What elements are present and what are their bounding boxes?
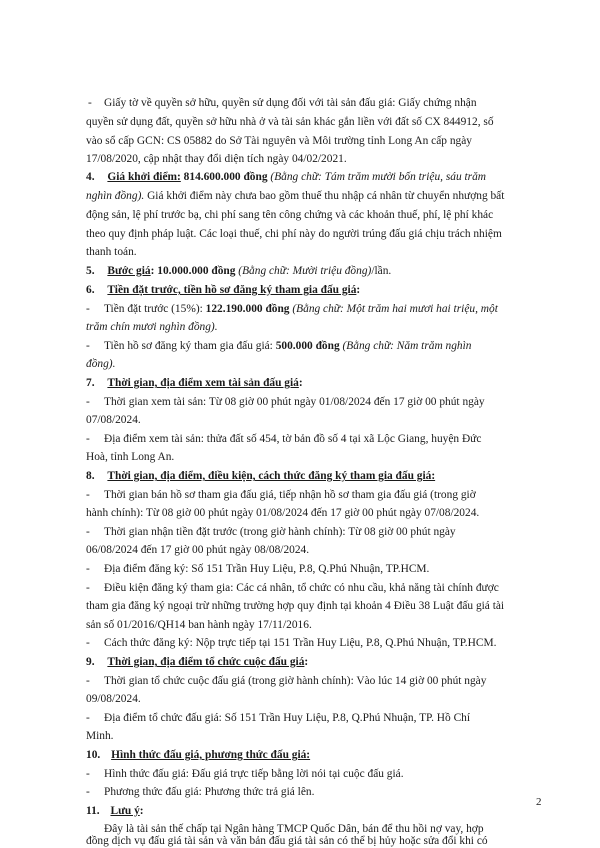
s7-colon: : — [298, 377, 303, 389]
s9-bullet-2-cont: Minh. — [86, 730, 114, 742]
s8-heading-line — [86, 469, 435, 483]
s4-line-2 — [86, 189, 504, 203]
s6-deposit-words: (Bằng chữ: Một trăm hai mươi hai triệu, một — [292, 303, 498, 315]
s8-dash-3: - — [86, 563, 90, 575]
s4-line-5: thanh toán. — [86, 246, 137, 258]
s7-dash-2: - — [86, 433, 90, 445]
s8-bullet-2-cont: 06/08/2024 đến 17 giờ 00 phút ngày 08/08/2024. — [86, 544, 310, 556]
s10-heading-line — [86, 748, 310, 762]
s6-deposit-words-2: trăm chín mươi nghìn đồng). — [86, 321, 218, 333]
s5-colon: : — [150, 265, 155, 277]
s4-words: (Bằng chữ: Tám trăm mười bốn triệu, sáu trăm — [270, 171, 487, 183]
s11-line-2: đồng dịch vụ đấu giá tài sản và văn bản đấu giá tài sản có thể bị hủy hoặc sửa đổi khi có — [86, 835, 488, 847]
s6-dash-2: - — [86, 340, 90, 352]
s8-dash-4: - — [86, 582, 90, 594]
s10-dash-2: - — [86, 786, 90, 798]
s11-colon: : — [139, 805, 144, 817]
s5-line — [86, 264, 391, 278]
s7-heading-line — [86, 376, 303, 390]
s6-bullet-2 — [104, 339, 471, 353]
s10-bullet-2: Phương thức đấu giá: Phương thức trả giá lên. — [104, 786, 315, 798]
s5-tail: /lần. — [371, 265, 392, 277]
s7-heading: Thời gian, địa điểm xem tài sản đấu giá — [107, 377, 299, 389]
s4-number: 4. — [86, 171, 95, 183]
s9-colon: : — [304, 656, 309, 668]
s8-dash-1: - — [86, 489, 90, 501]
s9-dash-1: - — [86, 675, 90, 687]
s3-line-1: Giấy tờ về quyền sở hữu, quyền sử dụng đối với tài sản đấu giá: Giấy chứng nhận — [104, 97, 477, 109]
s3-line-4: 17/08/2020, cập nhật thay đổi diện tích ngày 04/02/2021. — [86, 153, 347, 165]
s3-line-2: quyền sử dụng đất, quyền sở hữu nhà ở và tài sản khác gắn liền với đất số CX 844912, số — [86, 116, 494, 128]
s10-bullet-1: Hình thức đấu giá: Đấu giá trực tiếp bằng lời nói tại cuộc đấu giá. — [104, 768, 404, 780]
s6-deposit-value: 122.190.000 đồng — [205, 303, 290, 315]
s6-colon: : — [356, 284, 361, 296]
s10-number: 10. — [86, 749, 101, 761]
s4-value: 814.600.000 đồng — [183, 171, 268, 183]
s6-bullet-1 — [104, 302, 498, 316]
s9-bullet-1-cont: 09/08/2024. — [86, 693, 141, 705]
s9-number: 9. — [86, 656, 95, 668]
s7-bullet-1-cont: 07/08/2024. — [86, 414, 141, 426]
s10-dash-1: - — [86, 768, 90, 780]
s6-number: 6. — [86, 284, 95, 296]
s7-bullet-1: Thời gian xem tài sản: Từ 08 giờ 00 phút ngày 01/08/2024 đến 17 giờ 00 phút ngày — [104, 396, 485, 408]
s6-fee-label: Tiền hồ sơ đăng ký tham gia đấu giá: — [104, 340, 273, 352]
s9-heading: Thời gian, địa điểm tổ chức cuộc đấu giá — [107, 656, 305, 668]
s4-text-2: Giá khởi điểm này chưa bao gồm thuế thu nhập cá nhân từ chuyển nhượng bất — [147, 190, 505, 202]
s8-bullet-4-cont-2: sản số 01/2016/QH14 ban hành ngày 17/11/2016. — [86, 619, 312, 631]
s4-words-2: nghìn đồng). — [86, 190, 145, 202]
s8-bullet-1: Thời gian bán hồ sơ tham gia đấu giá, tiếp nhận hồ sơ tham gia đấu giá (trong giờ — [104, 489, 476, 501]
s8-bullet-4: Điều kiện đăng ký tham gia: Các cá nhân, tổ chức có nhu cầu, khả năng tài chính được — [104, 582, 499, 594]
s8-bullet-1-cont: hành chính): Từ 08 giờ 00 phút ngày 01/08/2024 đến 17 giờ 00 phút ngày 07/08/2024. — [86, 507, 480, 519]
s3-line-3: vào sổ cấp GCN: CS 05882 do Sở Tài nguyên và Môi trường tỉnh Long An cấp ngày — [86, 135, 472, 147]
s8-bullet-2: Thời gian nhận tiền đặt trước (trong giờ hành chính): Từ 08 giờ 00 phút ngày — [104, 526, 456, 538]
s11-line-1: Đây là tài sản thế chấp tại Ngân hàng TMCP Quốc Dân, bán để thu hồi nợ vay, hợp — [104, 823, 484, 835]
s11-heading-line — [86, 804, 144, 818]
s8-bullet-4-cont: tham gia đăng ký ngoại trừ những trường hợp quy định tại khoản 4 Điều 38 Luật đấu giá tài — [86, 600, 505, 612]
s6-fee-words: (Bằng chữ: Năm trăm nghìn — [342, 340, 472, 352]
s6-heading-line — [86, 283, 360, 297]
s7-number: 7. — [86, 377, 95, 389]
s9-dash-2: - — [86, 712, 90, 724]
s7-dash-1: - — [86, 396, 90, 408]
s7-bullet-2-cont: Hoà, tỉnh Long An. — [86, 451, 175, 463]
s10-heading: Hình thức đấu giá, phương thức đấu giá: — [111, 749, 311, 761]
s5-number: 5. — [86, 265, 95, 277]
s6-heading: Tiền đặt trước, tiền hồ sơ đăng ký tham gia đấu giá — [107, 284, 357, 296]
page-number: 2 — [536, 796, 542, 808]
s9-bullet-1: Thời gian tổ chức cuộc đấu giá (trong giờ hành chính): Vào lúc 14 giờ 00 phút ngày — [104, 675, 487, 687]
s8-bullet-3: Địa điểm đăng ký: Số 151 Trần Huy Liệu, P.8, Q.Phú Nhuận, TP.HCM. — [104, 563, 430, 575]
s4-line-3: động sản, lệ phí trước bạ, chi phí sang tên công chứng và các khoản thuế, phí, lệ phí khác — [86, 209, 494, 221]
s3-dash: - — [88, 97, 92, 109]
s5-heading: Bước giá — [107, 265, 151, 277]
s6-deposit-label: Tiền đặt trước (15%): — [104, 303, 203, 315]
s6-dash-1: - — [86, 303, 90, 315]
s6-fee-words-2: đồng). — [86, 358, 116, 370]
s8-dash-2: - — [86, 526, 90, 538]
s4-line-1 — [86, 170, 486, 184]
s9-heading-line — [86, 655, 308, 669]
s8-dash-5: - — [86, 637, 90, 649]
s4-heading: Giá khởi điểm: — [107, 171, 181, 183]
s9-bullet-2: Địa điểm tổ chức đấu giá: Số 151 Trần Huy Liệu, P.8, Q.Phú Nhuận, TP. Hồ Chí — [104, 712, 471, 724]
s8-heading: Thời gian, địa điểm, điều kiện, cách thức đăng ký tham gia đấu giá: — [107, 470, 436, 482]
s11-number: 11. — [86, 805, 100, 817]
s7-bullet-2: Địa điểm xem tài sản: thửa đất số 454, tờ bản đồ số 4 tại xã Lộc Giang, huyện Đức — [104, 433, 482, 445]
s6-fee-value: 500.000 đồng — [275, 340, 340, 352]
s8-bullet-5: Cách thức đăng ký: Nộp trực tiếp tại 151 Trần Huy Liệu, P.8, Q.Phú Nhuận, TP.HCM. — [104, 637, 497, 649]
s8-number: 8. — [86, 470, 95, 482]
s5-words: (Bằng chữ: Mười triệu đồng) — [238, 265, 372, 277]
s11-heading: Lưu ý — [110, 805, 140, 817]
s5-value: 10.000.000 đồng — [157, 265, 236, 277]
s4-line-4: theo quy định pháp luật. Các loại thuế, chi phí này do người trúng đấu giá chịu trách nhiệm — [86, 228, 502, 240]
